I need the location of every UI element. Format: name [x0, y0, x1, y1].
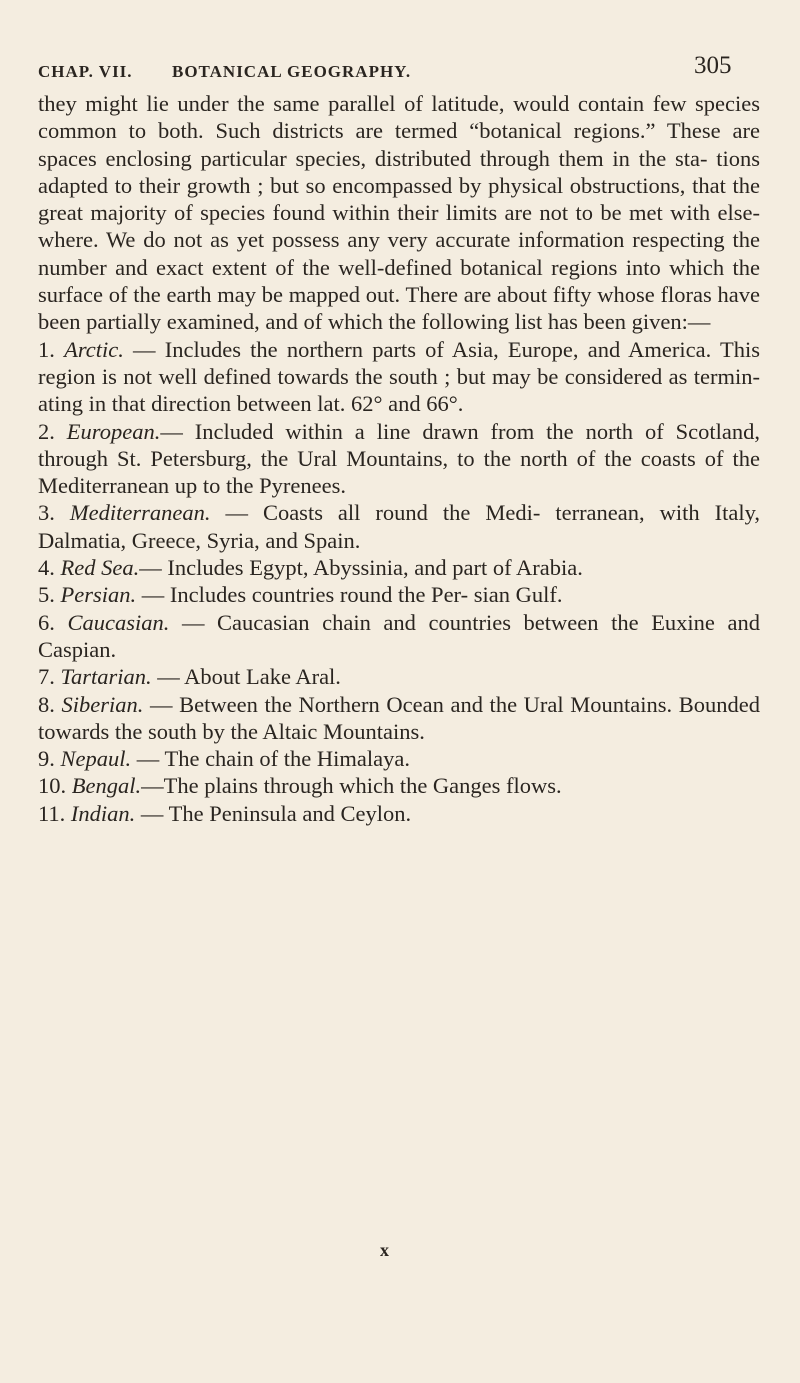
region-name: Nepaul. — [60, 746, 132, 772]
region-name: Caucasian. — [67, 609, 170, 635]
chapter-label: CHAP. VII. — [38, 62, 133, 81]
signature-mark: x — [380, 1240, 389, 1260]
region-description: — Includes countries round the Per- sian Gulf. — [136, 582, 563, 608]
region-entry-nepaul — [38, 745, 760, 772]
region-number: 9. — [38, 746, 55, 772]
region-number: 1. — [38, 336, 55, 362]
page-number: 305 — [694, 52, 732, 79]
region-description: — Includes the northern parts of Asia, Europe, and America. This region is not well defined towards the south ; but may be considered as termin- ating in that direction between lat. 62° and 66°. — [38, 336, 761, 417]
region-entry-indian — [38, 800, 760, 827]
region-description: — Caucasian chain and countries between the Euxine and Caspian. — [38, 609, 761, 662]
region-description: — Includes Egypt, Abyssinia, and part of Arabia. — [139, 555, 583, 581]
region-entry-caucasian — [38, 609, 760, 664]
region-number: 5. — [38, 582, 55, 608]
intro-paragraph: they might lie under the same parallel of latitude, would contain few species common to both. Such districts are termed “botanical regions.” These are spaces enclosing particular species, distributed through them in the sta- tions adapted to their growth ; but so encompassed by physical obstructions, that the great majority of species found within their limits are not to be met with else- where. We do not as yet possess any very accurate information respecting the number and exact extent of the well-defined botanical regions into which the surface of the earth may be mapped out. There are about fifty whose floras have been partially examined, and of which the following list has been given:— — [38, 91, 760, 335]
region-number: 7. — [38, 664, 55, 690]
region-number: 8. — [38, 691, 55, 717]
region-entry-arctic — [38, 336, 760, 418]
region-entry-mediterranean — [38, 499, 760, 554]
region-number: 6. — [38, 609, 55, 635]
region-entry-siberian — [38, 691, 760, 746]
region-name: Tartarian. — [60, 664, 152, 690]
region-number: 2. — [38, 418, 55, 444]
region-description: — About Lake Aral. — [151, 664, 341, 690]
body-text — [38, 90, 760, 827]
region-name: Arctic. — [64, 336, 124, 362]
region-name: Mediterranean. — [69, 500, 211, 526]
region-description: — Coasts all round the Medi- terranean, with Italy, Dalmatia, Greece, Syria, and Spain. — [38, 500, 761, 553]
region-entry-european — [38, 418, 760, 500]
region-name: Indian. — [70, 800, 136, 826]
region-entry-tartarian — [38, 663, 760, 690]
region-name: Siberian. — [61, 691, 144, 717]
region-entry-bengal — [38, 772, 760, 799]
region-entry-red-sea — [38, 554, 760, 581]
region-name: European. — [66, 418, 161, 444]
region-description: —The plains through which the Ganges flows. — [141, 773, 562, 799]
region-name: Persian. — [60, 582, 137, 608]
region-name: Bengal. — [71, 773, 142, 799]
region-entry-persian — [38, 581, 760, 608]
region-number: 4. — [38, 555, 55, 581]
region-description: — Between the Northern Ocean and the Ural Mountains. Bounded towards the south by the Altaic Mountains. — [38, 691, 760, 744]
region-description: — The Peninsula and Ceylon. — [135, 800, 412, 826]
region-description: — The chain of the Himalaya. — [131, 746, 410, 772]
region-description: — Included within a line drawn from the north of Scotland, through St. Petersburg, the Ural Mountains, to the north of the coasts of the Mediterranean up to the Pyrenees. — [38, 418, 761, 499]
section-title: BOTANICAL GEOGRAPHY. — [172, 62, 412, 81]
region-number: 11. — [38, 800, 66, 826]
region-name: Red Sea. — [60, 555, 140, 581]
region-number: 10. — [38, 773, 67, 799]
running-head — [38, 52, 760, 92]
region-number: 3. — [38, 500, 55, 526]
